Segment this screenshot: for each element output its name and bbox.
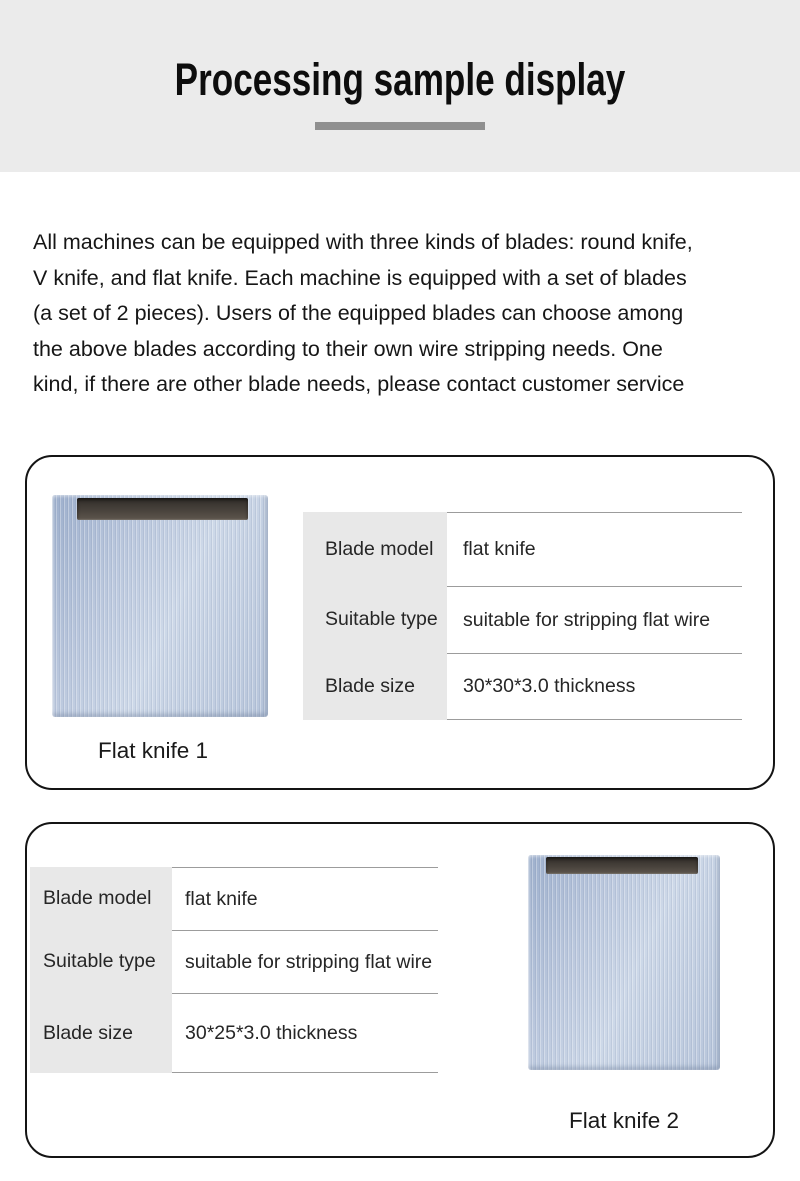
product-card-flat-knife-1 xyxy=(25,455,775,790)
intro-line-1: All machines can be equipped with three kinds of blades: round knife, xyxy=(33,230,693,254)
blade-slot-notch xyxy=(77,498,248,520)
spec-table-flat-knife-1 xyxy=(303,512,742,720)
spec-value: suitable for stripping flat wire xyxy=(172,930,438,993)
flat-knife-1-image xyxy=(52,495,268,717)
spec-value: flat knife xyxy=(172,867,438,930)
header-banner xyxy=(0,0,800,172)
spec-row-suitable-type xyxy=(30,930,438,993)
intro-line-3: (a set of 2 pieces). Users of the equipped blades can choose among xyxy=(33,301,684,326)
spec-value: 30*30*3.0 thickness xyxy=(447,653,742,720)
product-card-flat-knife-2 xyxy=(25,822,775,1158)
spec-value: 30*25*3.0 thickness xyxy=(172,993,438,1073)
spec-value: suitable for stripping flat wire xyxy=(447,586,742,653)
image-caption-flat-knife-1: Flat knife 1 xyxy=(97,738,209,763)
spec-row-blade-model xyxy=(30,867,438,930)
spec-row-blade-model xyxy=(303,512,742,586)
spec-row-blade-size xyxy=(303,653,742,720)
spec-label: Blade model xyxy=(30,867,172,930)
image-caption-flat-knife-2: Flat knife 2 xyxy=(568,1108,680,1133)
page-title: Processing sample display xyxy=(174,54,626,105)
spec-label: Blade model xyxy=(303,512,447,586)
flat-knife-2-image xyxy=(528,855,720,1070)
spec-label: Blade size xyxy=(303,653,447,720)
intro-paragraph xyxy=(33,225,778,403)
spec-row-suitable-type xyxy=(303,586,742,653)
intro-line-5: kind, if there are other blade needs, please contact customer service xyxy=(33,372,685,397)
intro-line-2: V knife, and flat knife. Each machine is equipped with a set of blades xyxy=(33,265,687,290)
spec-row-blade-size xyxy=(30,993,438,1073)
spec-label: Suitable type xyxy=(303,586,447,653)
spec-value: flat knife xyxy=(447,512,742,586)
intro-line-4: the above blades according to their own wire stripping needs. One xyxy=(33,336,663,361)
spec-label: Blade size xyxy=(30,993,172,1073)
spec-table-flat-knife-2 xyxy=(30,867,438,1073)
blade-slot-notch xyxy=(546,857,698,874)
spec-label: Suitable type xyxy=(30,930,172,993)
title-underline-bar xyxy=(315,122,485,130)
